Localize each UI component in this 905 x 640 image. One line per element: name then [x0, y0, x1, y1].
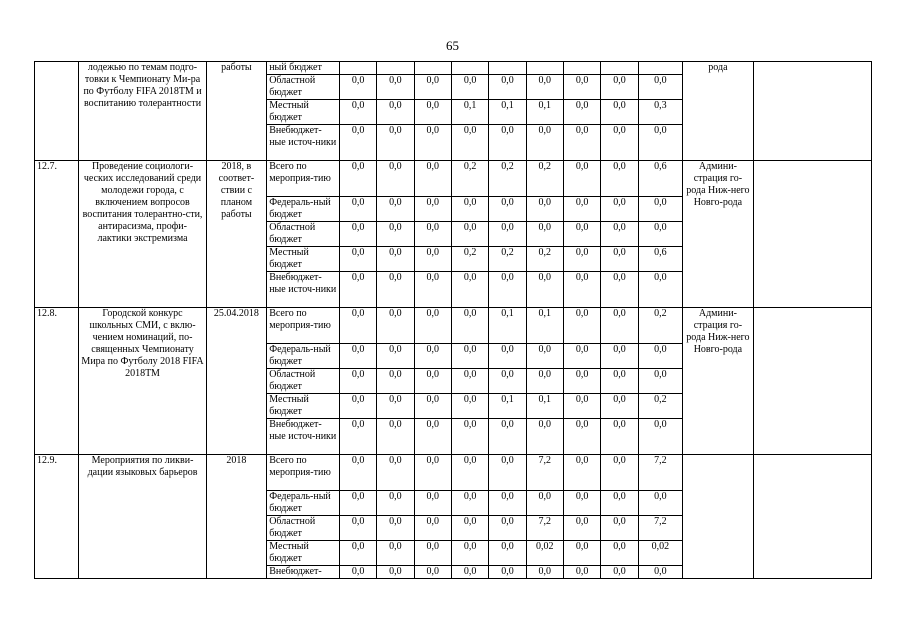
amount-value: 0,0 [563, 272, 600, 308]
amount-value: 0,0 [601, 344, 638, 369]
amount-value: 0,0 [414, 100, 451, 125]
amount-value: 0,2 [451, 247, 488, 272]
amount-value: 0,0 [489, 75, 526, 100]
amount-value: 0,0 [339, 394, 376, 419]
amount-value: 0,0 [339, 308, 376, 344]
amount-value: 0,0 [451, 197, 488, 222]
total-value: 0,0 [638, 272, 682, 308]
responsible-executor: Админи-страция го-рода Ниж-него Новго-рода [683, 308, 754, 455]
amount-value: 0,0 [601, 247, 638, 272]
amount-value: 0,0 [414, 394, 451, 419]
amount-value [563, 62, 600, 75]
amount-value: 0,0 [377, 369, 414, 394]
notes-cell [753, 161, 871, 308]
funding-source: Местный бюджет [267, 541, 340, 566]
amount-value: 0,0 [601, 125, 638, 161]
amount-value: 0,0 [451, 516, 488, 541]
amount-value: 0,1 [489, 394, 526, 419]
amount-value: 0,0 [339, 125, 376, 161]
amount-value: 0,1 [489, 100, 526, 125]
activity-name: Проведение социологи-ческих исследований среди молодежи города, с включением вопросов воспитания толерантно-сти, антирасизма, профи-лактики экстремизма [79, 161, 206, 308]
amount-value: 0,0 [489, 272, 526, 308]
amount-value [451, 62, 488, 75]
amount-value: 0,0 [414, 75, 451, 100]
amount-value: 0,0 [451, 75, 488, 100]
amount-value: 7,2 [526, 455, 563, 491]
amount-value: 0,0 [377, 125, 414, 161]
budget-table [34, 61, 872, 579]
amount-value: 0,0 [563, 455, 600, 491]
amount-value: 0,0 [451, 419, 488, 455]
amount-value: 0,0 [339, 272, 376, 308]
amount-value: 7,2 [526, 516, 563, 541]
amount-value: 0,0 [451, 222, 488, 247]
activity-term: 2018 [206, 455, 267, 579]
amount-value: 0,1 [526, 308, 563, 344]
amount-value: 0,2 [489, 247, 526, 272]
amount-value: 0,2 [526, 161, 563, 197]
amount-value: 0,0 [414, 125, 451, 161]
funding-source: Областной бюджет [267, 369, 340, 394]
responsible-executor: рода [683, 62, 754, 161]
amount-value: 0,0 [451, 566, 488, 579]
total-value: 0,02 [638, 541, 682, 566]
amount-value: 0,02 [526, 541, 563, 566]
total-value: 0,2 [638, 394, 682, 419]
amount-value: 0,0 [489, 541, 526, 566]
funding-source: Областной бюджет [267, 516, 340, 541]
item-number: 12.9. [35, 455, 79, 579]
amount-value: 0,0 [601, 541, 638, 566]
funding-source: Всего по мероприя-тию [267, 455, 340, 491]
amount-value: 0,0 [489, 344, 526, 369]
amount-value: 0,0 [601, 100, 638, 125]
amount-value: 0,0 [451, 308, 488, 344]
amount-value: 0,0 [377, 419, 414, 455]
amount-value: 0,0 [601, 419, 638, 455]
amount-value: 0,0 [489, 222, 526, 247]
amount-value: 0,0 [414, 197, 451, 222]
amount-value: 0,0 [451, 344, 488, 369]
total-value: 7,2 [638, 516, 682, 541]
total-value: 0,0 [638, 222, 682, 247]
funding-source: Местный бюджет [267, 247, 340, 272]
amount-value: 0,0 [601, 222, 638, 247]
funding-source: ный бюджет [267, 62, 340, 75]
total-value: 0,6 [638, 247, 682, 272]
activity-name: Мероприятия по ликви-дации языковых барьеров [79, 455, 206, 579]
amount-value: 0,0 [563, 566, 600, 579]
activity-term: 2018, в соответ-ствии с планом работы [206, 161, 267, 308]
amount-value: 0,0 [339, 247, 376, 272]
amount-value: 0,0 [563, 100, 600, 125]
item-number [35, 62, 79, 161]
amount-value: 0,0 [451, 491, 488, 516]
amount-value: 0,0 [339, 455, 376, 491]
amount-value: 0,1 [451, 100, 488, 125]
amount-value: 0,0 [414, 369, 451, 394]
amount-value: 0,0 [563, 222, 600, 247]
amount-value: 0,0 [563, 125, 600, 161]
total-value: 0,0 [638, 125, 682, 161]
notes-cell [753, 62, 871, 161]
amount-value: 0,0 [489, 125, 526, 161]
funding-source: Внебюджет-ные источ-ники [267, 419, 340, 455]
amount-value: 0,0 [377, 100, 414, 125]
amount-value: 0,0 [489, 419, 526, 455]
amount-value: 0,0 [526, 491, 563, 516]
amount-value: 0,0 [601, 75, 638, 100]
amount-value: 0,0 [414, 541, 451, 566]
amount-value: 0,0 [339, 197, 376, 222]
table-row [35, 161, 872, 197]
amount-value: 0,0 [377, 455, 414, 491]
amount-value: 0,0 [526, 222, 563, 247]
amount-value: 0,0 [339, 344, 376, 369]
amount-value [414, 62, 451, 75]
table-row [35, 308, 872, 344]
amount-value: 0,0 [339, 566, 376, 579]
amount-value: 0,0 [339, 491, 376, 516]
total-value: 0,0 [638, 566, 682, 579]
funding-source: Федераль-ный бюджет [267, 491, 340, 516]
amount-value: 0,0 [377, 566, 414, 579]
amount-value [489, 62, 526, 75]
amount-value: 0,0 [563, 369, 600, 394]
amount-value: 0,0 [377, 541, 414, 566]
total-value: 0,0 [638, 491, 682, 516]
amount-value: 0,0 [489, 197, 526, 222]
total-value: 0,6 [638, 161, 682, 197]
funding-source: Всего по мероприя-тию [267, 308, 340, 344]
funding-source: Местный бюджет [267, 394, 340, 419]
amount-value: 0,0 [563, 308, 600, 344]
amount-value: 0,0 [414, 419, 451, 455]
amount-value: 0,0 [377, 308, 414, 344]
amount-value: 0,0 [377, 516, 414, 541]
table-row [35, 62, 872, 75]
amount-value: 0,0 [414, 222, 451, 247]
amount-value: 0,0 [563, 541, 600, 566]
amount-value: 0,0 [339, 369, 376, 394]
page-number: 65 [446, 38, 459, 53]
total-value: 0,3 [638, 100, 682, 125]
amount-value: 0,0 [601, 308, 638, 344]
amount-value: 0,0 [451, 272, 488, 308]
amount-value: 0,0 [563, 516, 600, 541]
table-row [35, 455, 872, 491]
amount-value: 0,0 [414, 272, 451, 308]
amount-value: 0,0 [489, 566, 526, 579]
amount-value: 0,1 [526, 100, 563, 125]
amount-value: 0,0 [563, 161, 600, 197]
amount-value: 0,0 [526, 344, 563, 369]
funding-source: Областной бюджет [267, 222, 340, 247]
amount-value: 0,0 [526, 75, 563, 100]
amount-value: 0,0 [489, 369, 526, 394]
amount-value: 0,0 [563, 419, 600, 455]
funding-source: Местный бюджет [267, 100, 340, 125]
amount-value: 0,2 [489, 161, 526, 197]
amount-value: 0,0 [526, 272, 563, 308]
amount-value: 0,0 [526, 125, 563, 161]
amount-value: 0,1 [526, 394, 563, 419]
amount-value: 0,0 [601, 394, 638, 419]
funding-source: Федераль-ный бюджет [267, 197, 340, 222]
amount-value: 0,0 [377, 161, 414, 197]
amount-value: 0,0 [601, 197, 638, 222]
responsible-executor [683, 455, 754, 579]
amount-value [377, 62, 414, 75]
total-value: 0,0 [638, 197, 682, 222]
amount-value: 0,0 [414, 308, 451, 344]
amount-value: 0,0 [451, 394, 488, 419]
amount-value: 0,0 [414, 455, 451, 491]
amount-value: 0,0 [601, 566, 638, 579]
activity-name: лодежью по темам подго-товки к Чемпионату Ми-ра по Футболу FIFA 2018ТМ и воспитанию толерантности [79, 62, 206, 161]
amount-value [526, 62, 563, 75]
amount-value: 0,0 [526, 566, 563, 579]
amount-value: 0,0 [563, 197, 600, 222]
amount-value: 0,0 [377, 197, 414, 222]
funding-source: Внебюджет-ные источ-ники [267, 125, 340, 161]
amount-value: 0,0 [451, 455, 488, 491]
amount-value: 0,0 [601, 516, 638, 541]
amount-value: 0,0 [563, 394, 600, 419]
activity-name: Городской конкурс школьных СМИ, с вклю-чением номинаций, по-священных Чемпионату Мира по Футболу 2018 FIFA 2018ТМ [79, 308, 206, 455]
activity-term: 25.04.2018 [206, 308, 267, 455]
amount-value: 0,2 [451, 161, 488, 197]
funding-source: Внебюджет-ные источ-ники [267, 272, 340, 308]
amount-value: 0,0 [563, 491, 600, 516]
funding-source: Областной бюджет [267, 75, 340, 100]
amount-value: 0,0 [526, 197, 563, 222]
amount-value: 0,0 [489, 491, 526, 516]
amount-value: 0,0 [601, 369, 638, 394]
amount-value [339, 62, 376, 75]
amount-value: 0,0 [414, 516, 451, 541]
total-value: 0,0 [638, 75, 682, 100]
notes-cell [753, 308, 871, 455]
amount-value: 0,0 [414, 344, 451, 369]
amount-value: 0,0 [489, 516, 526, 541]
amount-value: 0,0 [377, 394, 414, 419]
responsible-executor: Админи-страция го-рода Ниж-него Новго-рода [683, 161, 754, 308]
amount-value [601, 62, 638, 75]
amount-value: 0,0 [339, 161, 376, 197]
total-value: 7,2 [638, 455, 682, 491]
amount-value: 0,0 [377, 222, 414, 247]
amount-value: 0,0 [526, 369, 563, 394]
amount-value: 0,0 [339, 75, 376, 100]
amount-value: 0,0 [451, 541, 488, 566]
amount-value: 0,1 [489, 308, 526, 344]
amount-value: 0,0 [414, 491, 451, 516]
amount-value: 0,0 [563, 75, 600, 100]
amount-value: 0,0 [377, 75, 414, 100]
amount-value: 0,0 [339, 100, 376, 125]
amount-value: 0,0 [601, 161, 638, 197]
activity-term: работы [206, 62, 267, 161]
amount-value: 0,0 [451, 125, 488, 161]
amount-value: 0,0 [601, 491, 638, 516]
total-value: 0,0 [638, 419, 682, 455]
amount-value: 0,0 [563, 344, 600, 369]
amount-value: 0,0 [377, 491, 414, 516]
total-value: 0,0 [638, 344, 682, 369]
total-value [638, 62, 682, 75]
amount-value: 0,0 [414, 161, 451, 197]
funding-source: Внебюджет- [267, 566, 340, 579]
amount-value: 0,0 [451, 369, 488, 394]
amount-value: 0,0 [601, 272, 638, 308]
total-value: 0,0 [638, 369, 682, 394]
amount-value: 0,0 [414, 566, 451, 579]
funding-source: Федераль-ный бюджет [267, 344, 340, 369]
funding-source: Всего по мероприя-тию [267, 161, 340, 197]
amount-value: 0,0 [339, 541, 376, 566]
amount-value: 0,2 [526, 247, 563, 272]
total-value: 0,2 [638, 308, 682, 344]
amount-value: 0,0 [414, 247, 451, 272]
amount-value: 0,0 [563, 247, 600, 272]
notes-cell [753, 455, 871, 579]
item-number: 12.8. [35, 308, 79, 455]
amount-value: 0,0 [339, 419, 376, 455]
amount-value: 0,0 [377, 344, 414, 369]
amount-value: 0,0 [601, 455, 638, 491]
amount-value: 0,0 [377, 272, 414, 308]
amount-value: 0,0 [339, 516, 376, 541]
item-number: 12.7. [35, 161, 79, 308]
amount-value: 0,0 [489, 455, 526, 491]
amount-value: 0,0 [377, 247, 414, 272]
amount-value: 0,0 [526, 419, 563, 455]
amount-value: 0,0 [339, 222, 376, 247]
